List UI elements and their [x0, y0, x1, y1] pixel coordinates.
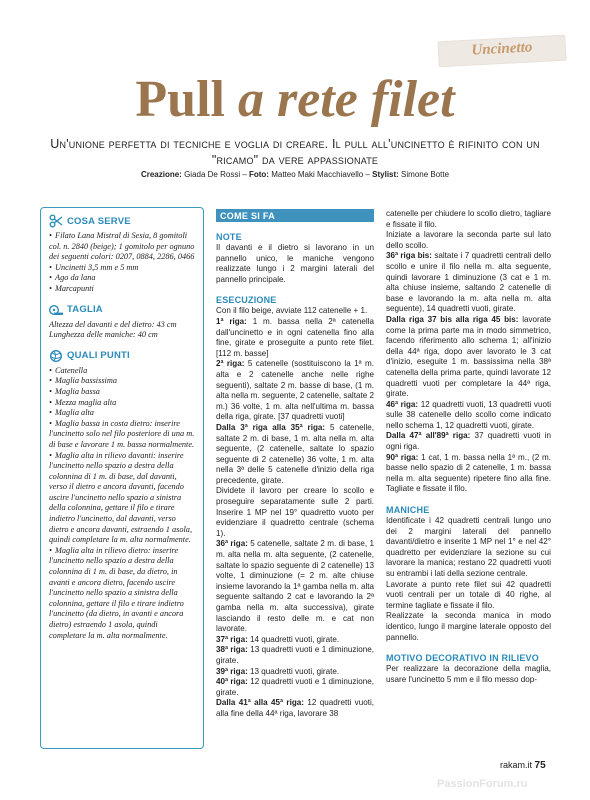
credit-label-stylist: Stylist:	[372, 170, 399, 179]
note-heading: NOTE	[216, 232, 242, 242]
row-instruction: 46ª riga: 12 quadretti vuoti, 13 quadretti vuoti sulle 38 catenelle dello scollo come indicato nello schema 1, 12 quadretti vuoti, girate.	[386, 399, 552, 430]
second-part-intro: Iniziate a lavorare la seconda parte sul lato dello scollo.	[386, 230, 551, 250]
list-item: • Maglia bassa	[49, 386, 100, 396]
quali-punti-heading: QUALI PUNTI	[67, 350, 130, 362]
tape-measure-icon	[49, 303, 63, 317]
row-instruction: 36ª riga: 5 catenelle, saltate 2 m. di base, 1 m. alta nella m. alta seguente, (2 catenelle, saltate lo spazio seguente di 2 catenelle) 13 volte, 1 diminuzione (= 2 m. alte chiuse insieme lavorando la 1ª gamba nella m. alta seguente saltando 2 cat e lavorando la 2ª gamba nella m. alta successiva), girate lasciando il resto delle m. e cat non lavorate.	[216, 539, 374, 634]
list-item: • Mezza maglia alta	[49, 397, 117, 407]
title-italic: a rete filet	[237, 71, 455, 128]
row-instruction: 90ª riga: 1 cat, 1 m. bassa nella 1ª m., (2 m. basse nello spazio di 2 catenelle, 1 m. bassa nella m. alta seguente) ripetere fino alla fine. Tagliate e fissate il filo.	[386, 452, 551, 494]
row-instruction: Dalla riga 37 bis alla riga 45 bis: lavorate come la prima parte ma in modo simmetrico, facendo riferimento allo schema 1; all'inizio della 44ª riga, dopo aver lavorato le 3 cat d'inizio, eseguite 1 m. bassissima nella 38ª catenella della prima parte, quindi lavorate 12 quadretti vuoti per completare la 44ª riga, girate.	[386, 314, 551, 399]
note-text: Il davanti e il dietro si lavorano in un pannello unico, le maniche vengono realizzate lungo i 2 margini laterali del pannello principale.	[216, 243, 374, 284]
page-footer	[500, 760, 546, 771]
taglia-heading: TAGLIA	[67, 304, 103, 316]
continued-text: catenelle per chiudere lo scollo dietro, tagliare e fissate il filo.	[386, 209, 551, 229]
yarn-ball-icon	[49, 349, 63, 363]
taglia-section	[49, 303, 196, 341]
row-instruction: 40ª riga: 12 quadretti vuoti e 1 diminuzione, girate.	[216, 677, 374, 697]
site-name: rakam.it	[500, 760, 535, 770]
maniche-text: Lavorate a punto rete filet sui 42 quadretti vuoti centrali per un totale di 40 righe, al termine tagliate e fissate il filo.	[386, 579, 551, 610]
materials-list	[49, 231, 196, 295]
come-si-fa-bar: COME SI FA	[216, 209, 374, 222]
credit-label-photo: Foto:	[248, 170, 269, 179]
cosa-serve-heading: COSA SERVE	[67, 215, 131, 227]
row-instruction: 1ª riga: 1 m. bassa nella 2ª catenella dall'uncinetto e in ogni catenella fino alla fine, girate e proseguite a punto rete filet. [112 m. basse]	[216, 316, 374, 358]
row-instruction: Dalla 3ª riga alla 35ª riga: 5 catenelle, saltate 2 m. di base, 1 m. alta nella m. alta seguente, (2 catenelle, saltate lo spazio seguente di 2 catenelle) 36 volte, 1 m. alta nella 3ª delle 5 catenelle d'inizio della riga precedente, girate.	[216, 422, 374, 485]
list-item: • Uncinetti 3,5 mm e 5 mm	[49, 262, 139, 272]
maniche-heading: MANICHE	[386, 505, 430, 516]
subtitle: Un'unione perfetta di tecniche e voglia di creare. Il pull all'uncinetto è rifinito con un "ricamo" da vere appassionate	[50, 137, 540, 167]
watermark: PassionForum.ru	[437, 778, 528, 790]
materials-box	[40, 207, 204, 749]
list-item: • Maglia bassa in costa dietro: inserire l'uncinetto solo nel filo posteriore di una m. di base e lavorare 1 m. bassa normalmente.	[49, 418, 195, 449]
esecuzione-heading: ESECUZIONE	[216, 295, 277, 306]
list-item: • Maglia alta	[49, 408, 94, 418]
row-instruction: Dalla 47ª all'89ª riga: 37 quadretti vuoti in ogni riga.	[386, 431, 551, 452]
instructions-column-1	[216, 209, 374, 720]
row-instruction: 38ª riga: 13 quadretti vuoti e 1 diminuzione, girate.	[216, 645, 374, 665]
motivo-heading: MOTIVO DECORATIVO IN RILIEVO	[386, 653, 539, 664]
list-item: • Ago da lana	[49, 273, 96, 283]
maniche-text: Realizzate la seconda manica in modo identico, lungo il margine laterale opposto del pannello.	[386, 611, 551, 642]
scissors-icon	[49, 214, 63, 228]
row-instruction: 39ª riga: 13 quadretti vuoti, girate.	[216, 666, 340, 676]
list-item: • Filato Lana Mistral di Sesia, 8 gomitoli col. n. 2840 (beige); 1 gomitolo per ognuno dei seguenti colori: 0207, 0884, 2286, 0466	[49, 231, 195, 262]
credit-value-stylist: Simone Botte	[398, 170, 450, 179]
instructions-column-2	[386, 209, 551, 685]
list-item: • Maglia bassissima	[49, 376, 118, 386]
maniche-text: Identificate i 42 quadretti centrali lungo uno dei 2 margini laterali del pannello davanti/dietro e inserite 1 MP nel 1° e nel 42° quadretto per evidenziare la sezione su cui lavorare la manica; restano 22 quadretti vuoti su entrambi i lati della sezione centrale.	[386, 516, 551, 578]
motivo-text: Per realizzare la decorazione della maglia, usare l'uncinetto 5 mm e il filo messo dop-	[386, 664, 551, 684]
divide-text: Dividete il lavoro per creare lo scollo e proseguire separatamente sulle 2 parti. Inserire 1 MP nel 19° quadretto vuoto per evidenziare il quadretto centrale (schema 1).	[216, 486, 374, 538]
credits	[30, 170, 560, 179]
credit-value-creation: Giada De Rossi –	[181, 170, 249, 179]
list-item: • Maglia alta in rilievo davanti: inserire l'uncinetto nello spazio a destra della colonnina di 1 m. di base, dal davanti, verso il dietro e ancora davanti, facendo uscire l'uncinetto nello spazio a sinistra della colonnina, gettare il filo e tirare indietro l'uncinetto, dal davanti, verso dietro e ancora davanti, estraendo 1 asola, quindi completare la m. alta normalmente.	[49, 450, 193, 545]
title-main: Pull	[135, 71, 238, 128]
taglia-text: Altezza del davanti e del dietro: 43 cm Lunghezza delle maniche: 40 cm	[49, 319, 177, 340]
quali-punti-section	[49, 349, 196, 641]
list-item: • Catenella	[49, 365, 88, 375]
cosa-serve-section	[49, 214, 196, 295]
esecuzione-intro: Con il filo beige, avviate 112 catenelle + 1.	[216, 306, 368, 316]
page-number: 75	[534, 760, 546, 771]
credit-value-photo: Matteo Maki Macchiavello –	[268, 170, 373, 179]
category-label: Uncinetto	[471, 39, 533, 59]
category-ribbon	[437, 35, 566, 68]
list-item: • Maglia alta in rilievo dietro: inserire l'uncinetto nello spazio a destra della colonnina di 1 m. di base, da dietro, in avanti e ancora dietro, facendo uscire l'uncinetto nello spazio a sinistra della colonnina, gettare il filo e tirare indietro l'uncinetto (da dietro, in avanti e ancora dietro) estraendo 1 asola, quindi completare la m. alta normalmente.	[49, 545, 184, 640]
row-instruction: 36ª riga bis: saltate i 7 quadretti centrali dello scollo e unire il filo nella m. alta seguente, quindi lavorare 1 diminuzione (3 cat e 1 m. alta chiuse insieme, saltando 2 catenelle di base e lavorando la m. alta nella m. alta seguente), 14 quadretti vuoti, girate.	[386, 251, 551, 314]
row-instruction: 2ª riga: 5 catenelle (sostituiscono la 1ª m. alta e 2 catenelle anche nelle righe seguenti), saltate 2 m. basse di base, (1 m. alta nella m. seguente, 2 catenelle, saltate 2 m.) 36 volte, 1 m. alta nell'ultima m. bassa della riga, girate. [37 quadretti vuoti]	[216, 359, 374, 422]
stitches-list	[49, 366, 196, 641]
row-instruction: Dalla 41ª alla 45ª riga: 12 quadretti vuoti, alla fine della 44ª riga, lavorare 38	[216, 698, 374, 718]
list-item: • Marcapunti	[49, 283, 94, 293]
page-title	[0, 70, 590, 129]
row-instruction: 37ª riga: 14 quadretti vuoti, girate.	[216, 634, 340, 644]
credit-label-creation: Creazione:	[140, 170, 182, 179]
